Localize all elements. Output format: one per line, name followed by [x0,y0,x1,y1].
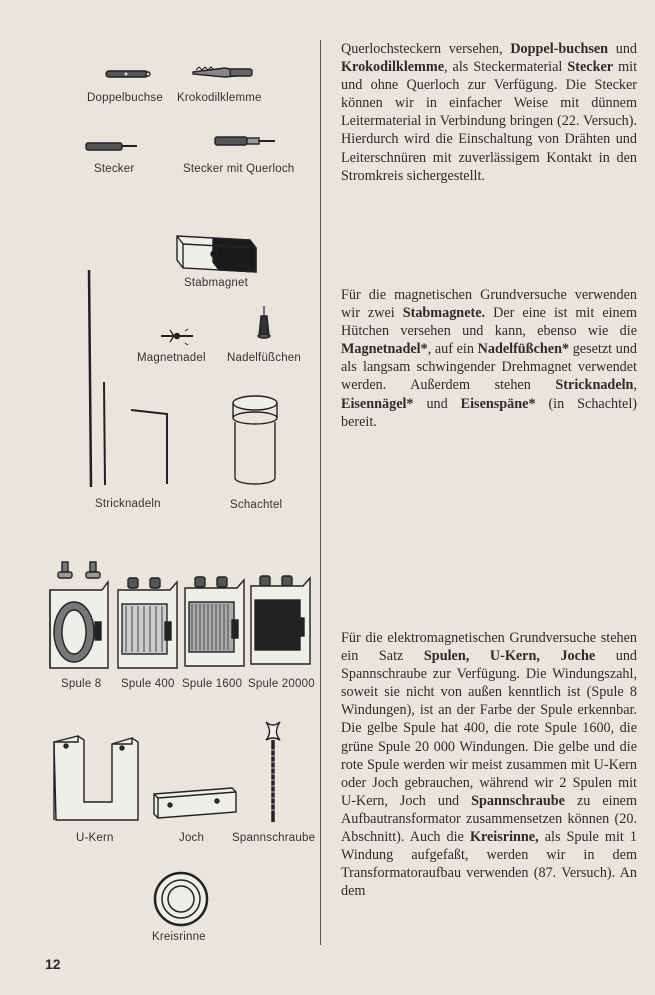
caption-spule20000: Spule 20000 [248,678,315,690]
caption-stecker-querloch: Stecker mit Querloch [183,163,295,175]
text-run: gesetzt und als langsam schwingender Drehmagnet verwendet werden. Außerdem stehen [341,341,638,394]
bold-term: Eisenspäne* [460,395,536,412]
kreisrinne-illustration [155,873,207,925]
stabmagnet-illustration [177,236,256,272]
text-run: Für die magnetischen Grundversuche verwenden wir zwei [341,287,637,322]
text-run: Querlochsteckern versehen, [341,41,511,57]
bold-term: Stecker [567,59,614,76]
text-run: Für die elektromagnetischen Grundversuche stehen ein Satz [341,630,637,665]
text-run: (in Schachtel) bereit. [341,395,638,430]
schachtel-illustration [233,396,277,484]
text-run: und [608,41,637,57]
spule8-illustration [50,562,108,668]
bold-term: Eisennägel* [341,395,414,412]
bold-term: Stricknadeln [555,377,634,394]
caption-spule8: Spule 8 [61,678,102,690]
caption-ukern: U-Kern [76,832,114,844]
caption-spule400: Spule 400 [121,678,175,690]
text-run: , auf ein [427,341,478,358]
text-run: , als Steckermaterial [444,59,568,76]
joch-illustration [154,788,236,818]
caption-spannschraube: Spannschraube [232,832,316,844]
spannschraube-illustration [266,722,280,822]
krokodilklemme-illustration [193,67,252,77]
paragraph-magnetische-grundversuche [341,286,637,431]
paragraph-steckermaterial [341,40,637,185]
text-run: als Spule mit 1 Windung aufgefaßt, werden wir in dem Transformatoraufbau verwenden (87. Versuch). An dem [341,829,637,900]
caption-doppelbuchse: Doppelbuchse [87,92,163,104]
bold-term: Spannschraube [471,792,565,809]
bold-term: Doppel-buchsen [510,41,609,57]
eisennagel-illustration [131,410,167,484]
caption-magnetnadel: Magnetnadel [137,352,206,364]
text-run: Der eine ist mit einem Hütchen versehen und kann, ebenso wie die [341,305,637,340]
spule1600-illustration [185,577,244,666]
caption-stricknadeln: Stricknadeln [95,498,161,510]
magnetnadel-illustration [161,329,193,345]
bold-term: Stabmagnete. [402,305,486,322]
stecker-illustration [86,143,137,150]
bold-term: Spulen, U-Kern, Joche [423,648,596,665]
paragraph-elektromagnetische-grundversuche [341,629,637,900]
caption-krokodilklemme: Krokodilklemme [177,92,262,104]
page-number: 12 [45,956,61,972]
bold-term: Nadelfüßchen* [477,341,570,358]
caption-spule1600: Spule 1600 [182,678,243,690]
bold-term: Krokodilklemme [341,59,444,76]
caption-joch: Joch [179,832,205,844]
text-run: und Spannschraube zur Verfügung. Die Windungszahl, soweit sie nicht von außen kenntlich ist (Spule 8 Windungen), ist an der Farbe der Spule erkennbar. Die gelbe Spule hat 400, die rote Spule 1600, die grüne Spule 20 000 Windungen. Die gelbe und die rote Spule werden wir meist zusammen mit U-Kern oder Joch gebrauchen, während wir 2 Spulen mit U-Kern, Joch und [341,648,637,809]
bold-term: Magnetnadel* [341,341,428,358]
column-divider [320,40,321,945]
nadelfuesschen-illustration [258,306,270,338]
ukern-illustration [54,736,138,820]
doppelbuchse-illustration [106,71,150,77]
text-run: und [413,395,461,412]
caption-stecker: Stecker [94,163,135,175]
spule400-illustration [118,578,177,668]
text-run: zu einem Aufbautransformator zusammensetzen können (20. Abschnitt). Auch die [341,792,637,846]
text-run: , [633,377,637,394]
caption-schachtel: Schachtel [230,499,283,511]
stecker-querloch-illustration [215,137,275,145]
bold-term: Kreisrinne, [469,829,539,846]
text-run: mit und ohne Querloch zur Verfügung. Die Stecker können wir in einfacher Weise mit dünnem Leitermaterial in Verbindung bringen (22. Versuch). Hierdurch wird die Einschaltung von Drähten und Leiterschnüren mit zuverlässigem Kontakt in den Stromkreis sichergestellt. [341,59,638,184]
caption-kreisrinne: Kreisrinne [152,931,206,943]
spule20000-illustration [251,576,310,664]
stricknadeln-illustration [89,270,105,487]
caption-nadelfuesschen: Nadelfüßchen [227,352,301,364]
caption-stabmagnet: Stabmagnet [184,277,249,289]
